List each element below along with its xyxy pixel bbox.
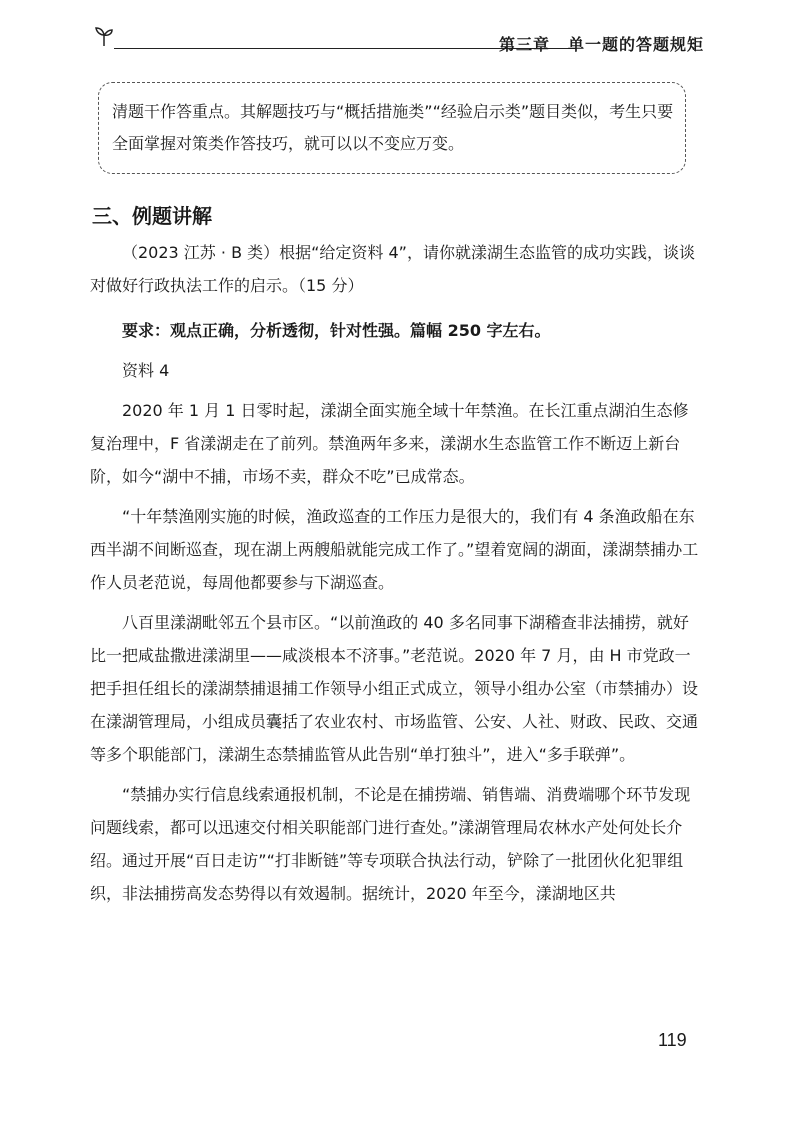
material-label: 资料 4 [122,361,170,380]
note-text [112,96,678,160]
chapter-number: 第三章 [498,35,550,54]
running-header [92,22,704,58]
question-requirement: 要求：观点正确，分析透彻，针对性强。篇幅 250 字左右。 [122,321,551,340]
question-prompt: （2023 江苏 · B 类）根据“给定资料 4”，请你就漾湖生态监管的成功实践，谈谈对做好行政执法工作的启示。（15 分） [90,243,695,295]
note-line: 清题干作答重点。其解题技巧与“概括措施类”“经验启示类”题目类似，考生只要 [112,102,674,121]
chapter-title [499,32,704,55]
section-heading: 三、例题讲解 [92,204,212,228]
example-body [90,236,700,910]
chapter-name: 单一题的答题规矩 [567,35,704,54]
material-paragraph: “十年禁渔刚实施的时候，渔政巡查的工作压力是很大的，我们有 4 条渔政船在东西半湖不间断巡查，现在湖上两艘船就能完成工作了。”望着宽阔的湖面，漾湖禁捕办工作人员老范说，每周他都要参与下湖巡查。 [90,507,699,592]
note-line: 全面掌握对策类作答技巧，就可以以不变应万变。 [112,134,465,153]
material-paragraph: 2020 年 1 月 1 日零时起，漾湖全面实施全域十年禁渔。在长江重点湖泊生态修复治理中，F 省漾湖走在了前列。禁渔两年多来，漾湖水生态监管工作不断迈上新台阶，如今“湖中不捕，市场不卖，群众不吃”已成常态。 [90,401,689,486]
material-paragraph: 八百里漾湖毗邻五个县市区。“以前渔政的 40 多名同事下湖稽查非法捕捞，就好比一把咸盐撒进漾湖里——咸淡根本不济事。”老范说。2020 年 7 月，由 H 市党政一把手担任组长的漾湖禁捕退捕工作领导小组正式成立，领导小组办公室（市禁捕办）设在漾湖管理局，小组成员囊括了农业农村、市场监管、公安、人社、财政、民政、交通等多个职能部门，漾湖生态禁捕监管从此告别“单打独斗”，进入“多手联弹”。 [90,613,699,764]
sprout-icon [92,24,116,48]
page-number: 119 [658,1030,687,1050]
material-paragraph: “禁捕办实行信息线索通报机制，不论是在捕捞端、销售端、消费端哪个环节发现问题线索，都可以迅速交付相关职能部门进行查处。”漾湖管理局农林水产处何处长介绍。通过开展“百日走访”“打非断链”等专项联合执法行动，铲除了一批团伙化犯罪组织，非法捕捞高发态势得以有效遏制。据统计，2020 年至今，漾湖地区共 [90,785,691,903]
